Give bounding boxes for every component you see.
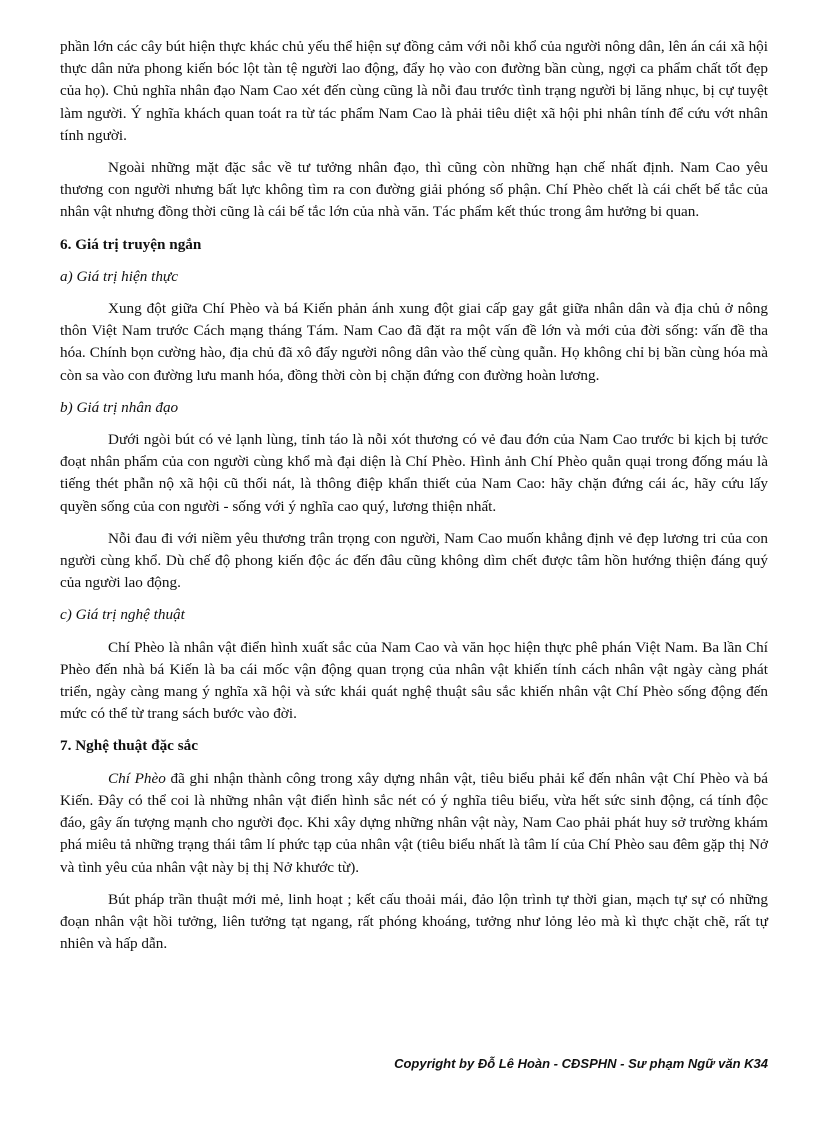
section-7-heading: 7. Nghệ thuật đặc sắc: [60, 737, 198, 755]
paragraph-humanism-conclusion: phần lớn các cây bút hiện thực khác chủ yếu thể hiện sự đồng cảm với nỗi khổ của người nông dân, lên án cái xã hội thực dân nửa phong kiến bóc lột tàn tệ người lao động, đẩy họ vào con đường bần cùng, ngợi ca phẩm chất tốt đẹp của họ). Chủ nghĩa nhân đạo Nam Cao xét đến cùng cũng là nỗi đau trước tình trạng người bị lăng nhục, bị cự tuyệt làm người. Ý nghĩa khách quan toát ra từ tác phẩm Nam Cao là phải tiêu diệt xã hội phi nhân tính để cứu vớt nhân tính người.: [60, 38, 768, 144]
copyright-footer: Copyright by Đỗ Lê Hoàn - CĐSPHN - Sư phạm Ngữ văn K34: [394, 1056, 768, 1071]
section-6-heading: 6. Giá trị truyện ngắn: [60, 235, 202, 253]
paragraph-realism-value: Xung đột giữa Chí Phèo và bá Kiến phản ánh xung đột giai cấp gay gắt giữa nhân dân và địa chủ ở nông thôn Việt Nam trước Cách mạng tháng Tám. Nam Cao đã đặt ra một vấn đề lớn và mới của đời sống: vấn đề tha hóa. Chính bọn cường hào, địa chủ đã xô đẩy người nông dân vào thế cùng quẫn. Họ không chỉ bị bần cùng hóa mà còn sa vào con đường lưu manh hóa, đồng thời còn bị chặn đứng con đường hoàn lương.: [60, 300, 768, 384]
subsection-b-heading: b) Giá trị nhân đạo: [60, 398, 179, 416]
paragraph-narrative-style: Bút pháp trần thuật mới mẻ, linh hoạt ; kết cấu thoải mái, đảo lộn trình tự thời gian, mạch tự sự có những đoạn nhân vật hồi tưởng, liên tưởng tạt ngang, rất phóng khoáng, tưởng như lỏng lẻo mà kì thực chặt chẽ, rất tự nhiên và hấp dẫn.: [60, 890, 768, 953]
paragraph-humanist-value-2: Nỗi đau đi với niềm yêu thương trân trọng con người, Nam Cao muốn khẳng định vẻ đẹp lương tri của con người cùng khổ. Dù chế độ phong kiến độc ác đến đâu cũng không dìm chết được tâm hồn hướng thiện đáng quý của người lao động.: [60, 529, 768, 592]
paragraph-characterization-text: đã ghi nhận thành công trong xây dựng nhân vật, tiêu biểu phải kể đến nhân vật Chí Phèo và bá Kiến. Đây có thể coi là những nhân vật điển hình sắc nét có ý nghĩa tiêu biểu, vừa hết sức sinh động, cá tính độc đáo, gây ấn tượng mạnh cho người đọc. Khi xây dựng những nhân vật này, Nam Cao phải phát huy sở trường khám phá miêu tả những trạng thái tâm lí phức tạp của nhân vật (tiêu biểu nhất là tâm lí của Chí Phèo sau đêm gặp thị Nở và tình yêu của nhân vật này bị thị Nở khước từ).: [60, 769, 768, 876]
subsection-c-heading: c) Giá trị nghệ thuật: [60, 606, 185, 624]
paragraph-artistic-value: Chí Phèo là nhân vật điển hình xuất sắc của Nam Cao và văn học hiện thực phê phán Việt Nam. Ba lần Chí Phèo đến nhà bá Kiến là ba cái mốc vận động quan trọng của nhân vật khiến tính cách nhân vật ngày càng phát triển, ngày càng mang ý nghĩa xã hội và sức khái quát nghệ thuật sâu sắc khiến nhân vật Chí Phèo sống động đến mức có thể từ trang sách bước vào đời.: [60, 638, 768, 723]
paragraph-humanist-value-1: Dưới ngòi bút có vẻ lạnh lùng, tỉnh táo là nỗi xót thương có vẻ đau đớn của Nam Cao trước bi kịch bị tước đoạt nhân phẩm của con người cùng khổ mà đại diện là Chí Phèo. Hình ảnh Chí Phèo quằn quại trong đống máu là tiếng thét phẫn nộ xã hội cũ thối nát, là thông điệp khẩn thiết của Nam Cao: hãy chặn đứng cái ác, hãy cứu lấy quyền sống của con người - sống với ý nghĩa cao quý, lương thiện nhất.: [60, 431, 768, 515]
work-title: Chí Phèo: [108, 769, 166, 787]
subsection-a-heading: a) Giá trị hiện thực: [60, 267, 178, 285]
paragraph-limitations: Ngoài những mặt đặc sắc về tư tưởng nhân đạo, thì cũng còn những hạn chế nhất định. Nam Cao yêu thương con người nhưng bất lực không tìm ra con đường giải phóng số phận. Chí Phèo chết là cái chết bế tắc của nhân vật nhưng đồng thời cũng là cái bế tắc lớn của nhà văn. Tác phẩm kết thúc trong âm hưởng bi quan.: [60, 159, 768, 221]
paragraph-characterization: [60, 768, 768, 879]
document-body: [60, 36, 768, 965]
